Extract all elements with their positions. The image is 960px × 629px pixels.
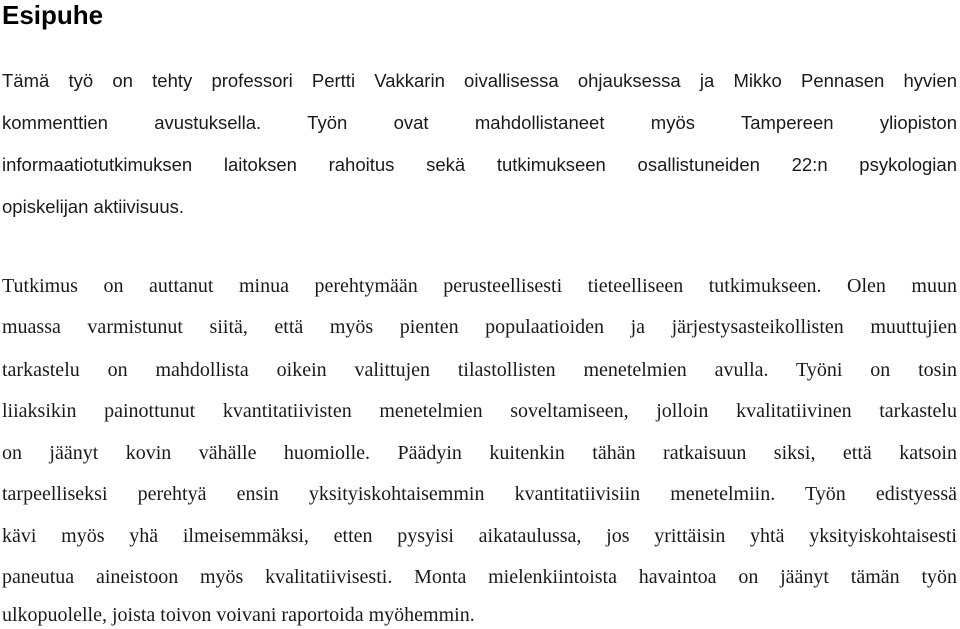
paragraph-line: Tutkimus on auttanut minua perehtymään perusteellisesti tieteelliseen tutkimukseen. Olen muun xyxy=(2,275,957,297)
paragraph-line: tarpeelliseksi perehtyä ensin yksityiskohtaisemmin kvantitatiivisiin menetelmiin. Työn edistyessä xyxy=(2,483,957,505)
paragraph-line: liiaksikin painottunut kvantitatiivisten menetelmien soveltamiseen, jolloin kvalitatiivinen tarkastelu xyxy=(2,400,957,422)
paragraph-line: Tämä työ on tehty professori Pertti Vakkarin oivallisessa ohjauksessa ja Mikko Pennasen hyvien xyxy=(2,70,957,91)
paragraph-line: ulkopuolelle, joista toivon voivani raportoida myöhemmin. xyxy=(2,604,475,626)
paragraph-line: on jäänyt kovin vähälle huomiolle. Päädyin kuitenkin tähän ratkaisuun siksi, että katsoin xyxy=(2,442,957,464)
page-title: Esipuhe xyxy=(2,0,104,30)
paragraph-line: kävi myös yhä ilmeisemmäksi, etten pysyisi aikataulussa, jos yrittäisin yhtä yksityiskohtaisesti xyxy=(2,525,957,547)
paragraph-line: tarkastelu on mahdollista oikein valittujen tilastollisten menetelmien avulla. Työni on tosin xyxy=(2,359,957,381)
paragraph-line: informaatiotutkimuksen laitoksen rahoitus sekä tutkimukseen osallistuneiden 22:n psykologian xyxy=(2,154,957,175)
paragraph-line: opiskelijan aktiivisuus. xyxy=(2,196,185,217)
paragraph-line: paneutua aineistoon myös kvalitatiivisesti. Monta mielenkiintoista havaintoa on jäänyt tämän työn xyxy=(2,566,957,588)
paragraph-line: muassa varmistunut siitä, että myös pienten populaatioiden ja järjestysasteikollisten muuttujien xyxy=(2,316,957,338)
paragraph-line: kommenttien avustuksella. Työn ovat mahdollistaneet myös Tampereen yliopiston xyxy=(2,112,957,133)
